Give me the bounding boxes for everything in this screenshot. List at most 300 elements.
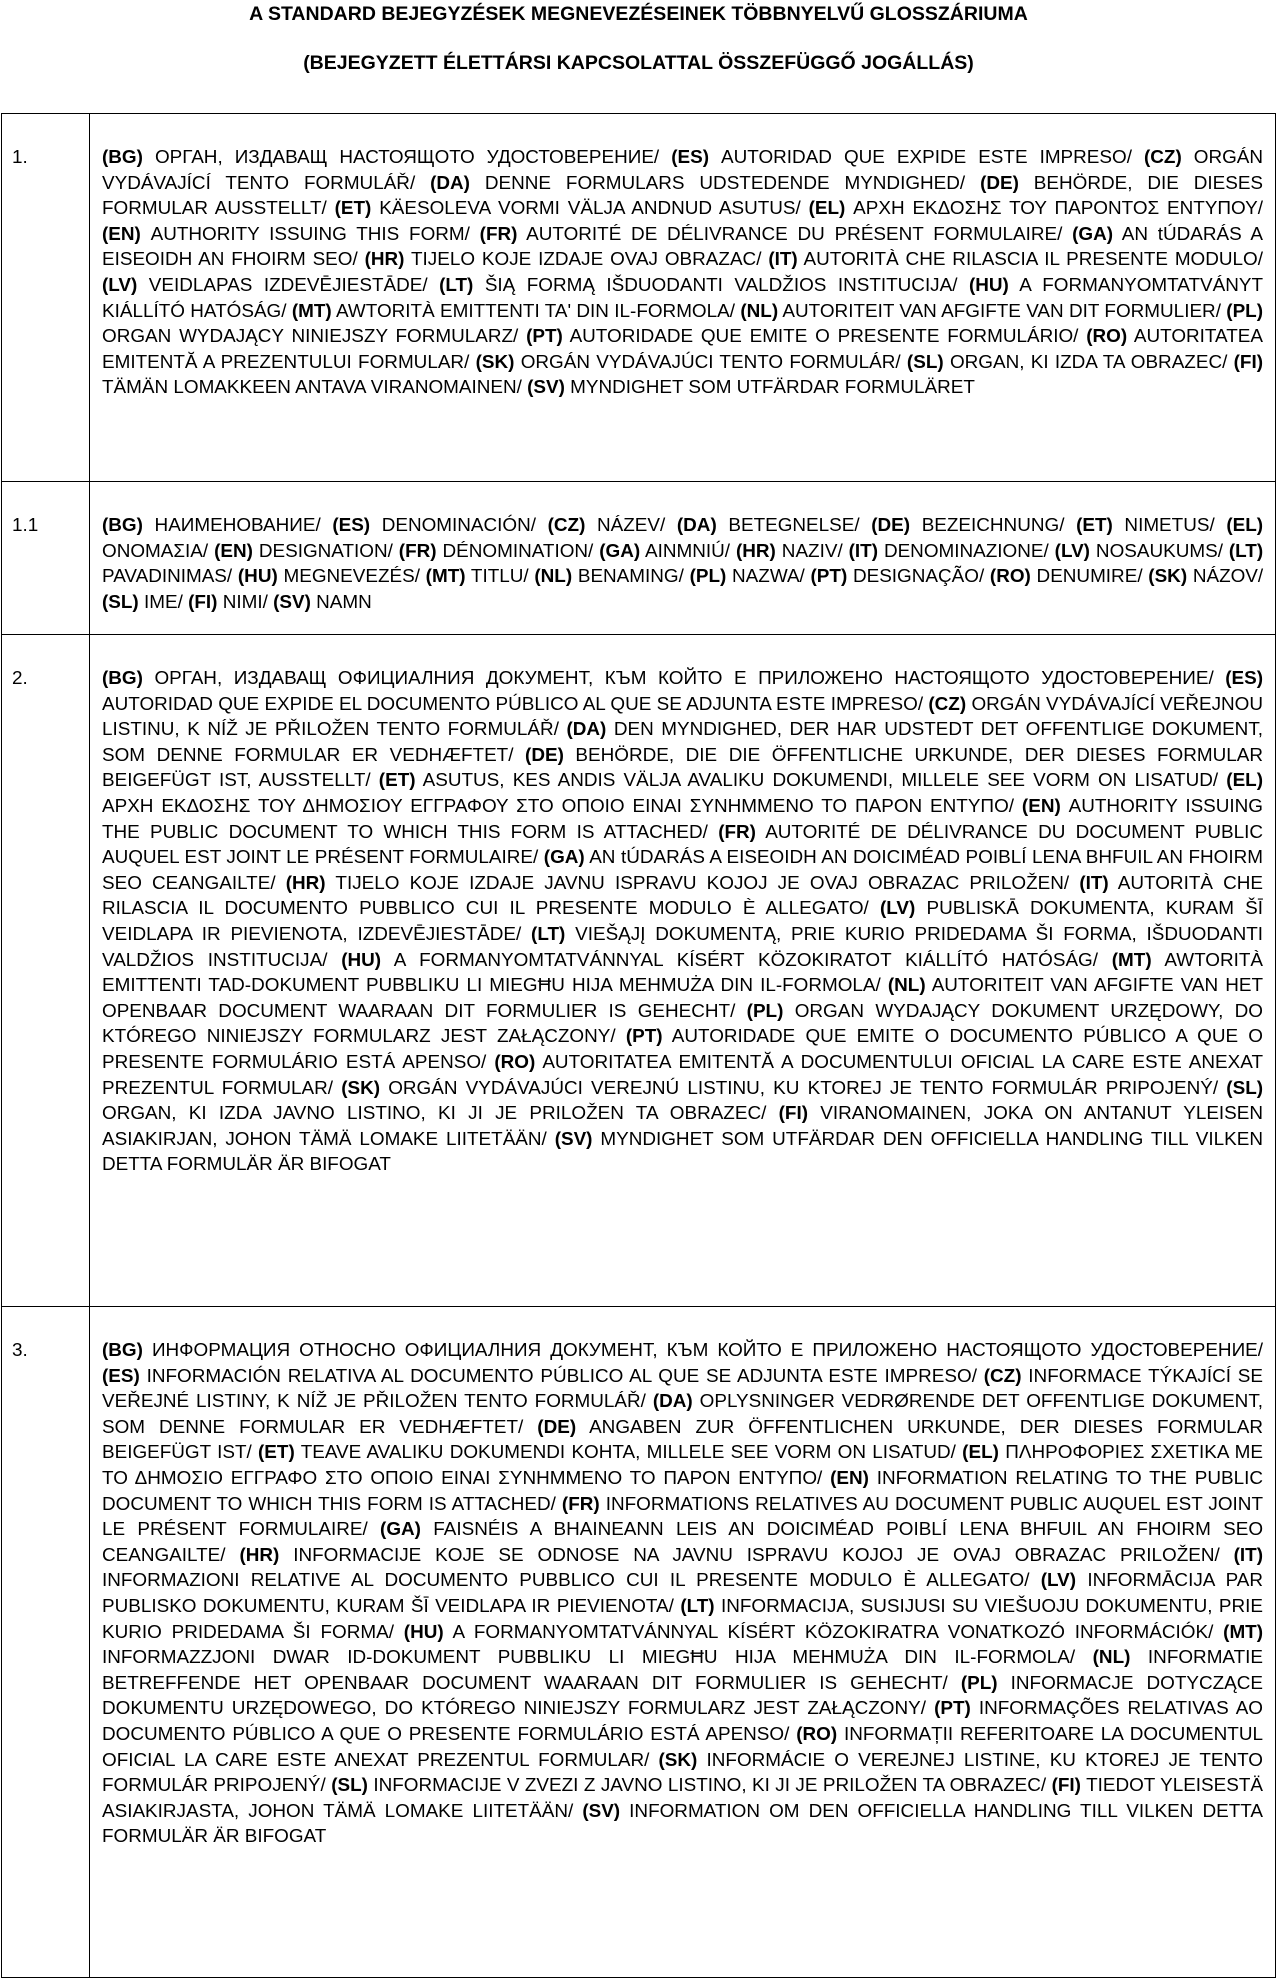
language-code: (PT) (625, 1026, 663, 1048)
language-code: (HU) (237, 566, 278, 588)
term-text: AUTORITEIT VAN AFGIFTE VAN DIT FORMULIER (782, 300, 1216, 322)
term-text: DENOMINAZIONE (883, 540, 1044, 562)
language-code: (BG) (102, 668, 143, 689)
language-code: (PT) (810, 566, 848, 588)
term-text: ORGÁN VYDÁVAJÍCÍ TENTO FORMULÁŘ (102, 147, 1264, 194)
glossary-term: (LT) ŠIĄ FORMĄ IŠDUODANTI VALDŽIOS INSTITUCIJA/ (439, 274, 969, 296)
language-code: (BG) (102, 515, 143, 536)
term-text: AN tÚDARÁS A EISEOIDH AN FHOIRM SEO (102, 223, 1264, 271)
language-code: (FI) (778, 1103, 808, 1125)
language-code: (SV) (554, 1128, 593, 1150)
term-text: ORGÁN VYDÁVAJÚCI TENTO FORMULÁR (520, 351, 896, 373)
glossary-term: (SL) INFORMACIJE V ZVEZI Z JAVNO LISTINO, KI JI JE PRILOŽEN TA OBRAZEC/ (331, 1775, 1052, 1797)
language-code: (PL) (746, 1000, 784, 1022)
language-code: (IT) (1079, 872, 1109, 894)
term-text: AUTORITÀ CHE RILASCIA IL DOCUMENTO PUBBLICO CUI IL PRESENTE MODULO È ALLEGATO (102, 872, 1263, 920)
glossary-term: (FI) TÄMÄN LOMAKKEEN ANTAVA VIRANOMAINEN/ (102, 351, 1263, 399)
term-text: ASUTUS, KES ANDIS VÄLJA AVALIKU DOKUMENDI, MILLELE SEE VORM ON LISATUD (422, 770, 1213, 792)
term-text: ОРГАН, ИЗДАВАЩ НАСТОЯЩОТО УДОСТОВЕРЕНИЕ (154, 147, 654, 168)
language-code: (HU) (968, 274, 1009, 296)
term-text: НАИМЕНОВАНИЕ (154, 515, 316, 536)
glossary-term: (LV) VEIDLAPAS IZDEVĒJIESTĀDE/ (102, 274, 440, 296)
term-text: NAMN (316, 591, 372, 613)
glossary-term: (FR) AUTORITÉ DE DÉLIVRANCE DU DOCUMENT PUBLIC AUQUEL EST JOINT LE PRÉSENT FORMULAIRE/ (102, 821, 1263, 869)
glossary-term: (PT) AUTORIDADE QUE EMITE O DOCUMENTO PÚBLICO A QUE O PRESENTE FORMULÁRIO ESTÁ APENSO/ (102, 1026, 1263, 1073)
language-code: (DE) (525, 744, 564, 766)
term-text: AUTORITÀ CHE RILASCIA IL PRESENTE MODULO (803, 249, 1258, 271)
language-code: (LT) (1228, 540, 1264, 562)
language-code: (EL) (1226, 515, 1264, 536)
term-text: ORGAN, KI IZDA JAVNO LISTINO, KI JI JE PRILOŽEN TA OBRAZEC (102, 1103, 762, 1125)
term-text: DEN MYNDIGHED, DER HAR UDSTEDT DET OFFENTLIGE DOKUMENT, SOM DENNE FORMULAR ER VEDHÆFTET (102, 719, 1264, 766)
language-code: (PL) (1226, 300, 1264, 322)
language-code: (HR) (735, 540, 776, 562)
language-code: (PT) (526, 326, 563, 348)
language-code: (ET) (1076, 515, 1113, 536)
term-text: AN tÚDARÁS A EISEOIDH AN DOICIMÉAD POIBLÍ LENA BHFUIL AN FHOIRM SEO CEANGAILTE (102, 847, 1263, 894)
glossary-term: (FR) INFORMATIONS RELATIVES AU DOCUMENT PUBLIC AUQUEL EST JOINT LE PRÉSENT FORMULAIRE/ (102, 1493, 1263, 1541)
language-code: (HU) (403, 1621, 444, 1643)
term-text: AUTORIDAD QUE EXPIDE EL DOCUMENTO PÚBLICO AL QUE SE ADJUNTA ESTE IMPRESO (102, 693, 918, 715)
glossary-term: (FI) TIEDOT YLEISESTÄ ASIAKIRJASTA, JOHON TÄMÄ LOMAKE LIITETÄÄN/ (102, 1775, 1263, 1822)
glossary-term: (ET) ASUTUS, KES ANDIS VÄLJA AVALIKU DOKUMENDI, MILLELE SEE VORM ON LISATUD/ (378, 770, 1227, 792)
term-text: DÉNOMINATION (442, 540, 589, 562)
language-code: (DE) (980, 172, 1019, 194)
glossary-term: (NL) AUTORITEIT VAN AFGIFTE VAN HET OPENBAAR DOCUMENT WAARAAN DIT FORMULIER IS GEHECHT/ (102, 975, 1264, 1022)
language-code: (RO) (796, 1723, 838, 1745)
language-code: (HR) (364, 249, 405, 271)
glossary-term: (MT) INFORMAZZJONI DWAR ID-DOKUMENT PUBBLIKU LI MIEGĦU HIJA MEHMUŻA DIN IL-FORMOLA/ (102, 1621, 1264, 1669)
term-text: ORGÁN VYDÁVAJÍCÍ VEŘEJNOU LISTINU, K NÍŽ JE PŘILOŽEN TENTO FORMULÁŘ (102, 693, 1263, 741)
glossary-row (2, 114, 1276, 482)
glossary-term: (NL) BENAMING/ (534, 566, 690, 588)
glossary-term: (EL) ΟΝΟΜΑΣΙΑ/ (102, 515, 1264, 562)
glossary-term: (SL) IME/ (102, 591, 189, 613)
language-code: (EN) (1021, 795, 1061, 817)
term-text: DENUMIRE (1036, 566, 1138, 588)
glossary-term: (DE) BEHÖRDE, DIE DIESES FORMULAR AUSSTELLT/ (102, 172, 1264, 220)
glossary-term: (RO) AUTORITATEA EMITENTĂ A PREZENTULUI FORMULAR/ (102, 326, 1263, 373)
term-text: INFORMATIONS RELATIVES AU DOCUMENT PUBLIC AUQUEL EST JOINT LE PRÉSENT FORMULAIRE (102, 1493, 1263, 1541)
language-code: (FI) (1051, 1775, 1081, 1797)
term-text: TIJELO KOJE IZDAJE JAVNU ISPRAVU KOJOJ JE OVAJ OBRAZAC PRILOŽEN (335, 872, 1064, 894)
term-text: DENOMINACIÓN (381, 515, 531, 536)
term-text: DESIGNATION (258, 540, 388, 562)
glossary-term: (ES) INFORMACIÓN RELATIVA AL DOCUMENTO PÚBLICO AL QUE SE ADJUNTA ESTE IMPRESO/ (102, 1365, 984, 1387)
glossary-term: (MT) TITLU/ (425, 566, 535, 588)
term-text: NIMETUS (1124, 515, 1210, 536)
glossary-term: (HU) A FORMANYOMTATVÁNYT KIÁLLÍTÓ HATÓSÁG/ (102, 274, 1264, 322)
language-code: (HR) (285, 872, 326, 894)
term-text: ORGAN WYDAJĄCY DOKUMENT URZĘDOWY, DO KTÓREGO NINIEJSZY FORMULARZ JEST ZAŁĄCZONY (102, 1000, 1263, 1048)
term-text: INFORMACIJE KOJE SE ODNOSE NA JAVNU ISPRAVU KOJOJ JE OVAJ OBRAZAC PRILOŽEN (293, 1544, 1215, 1566)
glossary-term: (HR) TIJELO KOJE IZDAJE JAVNU ISPRAVU KOJOJ JE OVAJ OBRAZAC PRILOŽEN/ (285, 872, 1080, 894)
language-code: (HU) (341, 949, 382, 971)
glossary-term: (GA) FAISNÉIS A BHAINEANN LEIS AN DOICIMÉAD POIBLÍ LENA BHFUIL AN FHOIRM SEO CEANGAILTE/ (102, 1519, 1264, 1566)
language-code: (NL) (740, 300, 779, 322)
glossary-term: (PL) INFORMACJE DOTYCZĄCE DOKUMENTU URZĘDOWEGO, DO KTÓREGO NINIEJSZY FORMULARZ JEST ZAŁĄCZONY/ (102, 1672, 1263, 1720)
entry-number: 2. (2, 635, 90, 1307)
glossary-term: (NL) AUTORITEIT VAN AFGIFTE VAN DIT FORMULIER/ (740, 300, 1227, 322)
language-code: (SL) (102, 591, 139, 613)
language-code: (MT) (1223, 1621, 1264, 1643)
glossary-term: (CZ) NÁZEV/ (547, 515, 677, 536)
language-code: (LT) (439, 274, 474, 296)
language-code: (SL) (331, 1775, 368, 1797)
language-code: (DA) (430, 172, 470, 194)
term-text: NAZIV (781, 540, 838, 562)
term-text: INFORMAZZJONI DWAR ID-DOKUMENT PUBBLIKU LI MIEGĦU HIJA MEHMUŻA DIN IL-FORMOLA (102, 1647, 1070, 1669)
glossary-term: (FR) DÉNOMINATION/ (398, 540, 600, 562)
glossary-term: (DA) BETEGNELSE/ (676, 515, 872, 536)
term-text: TIEDOT YLEISESTÄ ASIAKIRJASTA, JOHON TÄMÄ LOMAKE LIITETÄÄN (102, 1775, 1263, 1822)
language-code: (IT) (848, 540, 878, 562)
language-code: (LT) (680, 1595, 715, 1617)
glossary-term: (ET) NIMETUS/ (1076, 515, 1227, 536)
glossary-term: (EL) ΑΡΧΗ ΕΚΔΟΣΗΣ ΤΟΥ ΠΑΡΟΝΤΟΣ ΕΝΤΥΠΟΥ/ (808, 198, 1263, 220)
language-code: (RO) (989, 566, 1031, 588)
term-text: DENNE FORMULARS UDSTEDENDE MYNDIGHED (484, 172, 960, 194)
term-text: KÄESOLEVA VORMI VÄLJA ANDNUD ASUTUS (379, 198, 796, 220)
glossary-term: (DA) OPLYSNINGER VEDRØRENDE DET OFFENTLIGE DOKUMENT, SOM DENNE FORMULAR ER VEDHÆFTET/ (102, 1391, 1264, 1438)
glossary-term: (PL) ORGAN WYDAJĄCY DOKUMENT URZĘDOWY, DO KTÓREGO NINIEJSZY FORMULARZ JEST ZAŁĄCZONY/ (102, 1000, 1263, 1048)
language-code: (MT) (425, 566, 466, 588)
glossary-term: (LV) PUBLISKĀ DOKUMENTA, KURAM ŠĪ VEIDLAPA IR PIEVIENOTA, IZDEVĒJIESTĀDE/ (102, 898, 1263, 945)
language-code: (ET) (334, 198, 372, 220)
term-text: VIEŠĄJĮ DOKUMENTĄ, PRIE KURIO PRIDEDAMA ŠI FORMA, IŠDUODANTI VALDŽIOS INSTITUCIJA (102, 923, 1264, 971)
glossary-term: (HR) INFORMACIJE KOJE SE ODNOSE NA JAVNU ISPRAVU KOJOJ JE OVAJ OBRAZAC PRILOŽEN/ (239, 1544, 1234, 1566)
language-code: (ES) (1225, 668, 1264, 689)
entry-number: 1. (2, 114, 90, 482)
glossary-term: (PT) AUTORIDADE QUE EMITE O PRESENTE FORMULÁRIO/ (526, 326, 1087, 348)
language-code: (SL) (1226, 1077, 1264, 1099)
language-code: (CZ) (1143, 147, 1182, 168)
language-code: (SV) (582, 1800, 621, 1822)
language-code: (PL) (689, 566, 727, 588)
language-code: (NL) (534, 566, 573, 588)
term-text: INFORMATION OM DEN OFFICIELLA HANDLING TILL VILKEN DETTA FORMULÄR ÄR BIFOGAT (102, 1800, 1264, 1848)
language-code: (LV) (102, 274, 138, 296)
term-text: NÁZOV (1192, 566, 1258, 588)
language-code: (RO) (1086, 326, 1128, 348)
glossary-term: (DE) BEHÖRDE, DIE DIE ÖFFENTLICHE URKUNDE, DER DIESES FORMULAR BEIGEFÜGT IST, AUSSTELLT/ (102, 744, 1263, 792)
glossary-term: (HU) A FORMANYOMTATVÁNNYAL KÍSÉRT KÖZOKIRATRA VONATKOZÓ INFORMÁCIÓK/ (403, 1621, 1224, 1643)
glossary-term: (DA) DENNE FORMULARS UDSTEDENDE MYNDIGHED/ (430, 172, 981, 194)
glossary-term: (RO) INFORMAȚII REFERITOARE LA DOCUMENTUL OFICIAL LA CARE ESTE ANEXAT PREZENTUL FORMULAR/ (102, 1723, 1263, 1771)
glossary-term: (GA) AN tÚDARÁS A EISEOIDH AN DOICIMÉAD POIBLÍ LENA BHFUIL AN FHOIRM SEO CEANGAILTE/ (102, 847, 1263, 894)
language-code: (LV) (1054, 540, 1090, 562)
language-code: (LV) (879, 898, 916, 920)
language-code: (BG) (102, 1340, 143, 1361)
language-code: (DE) (871, 515, 911, 536)
language-code: (DA) (652, 1391, 693, 1413)
glossary-term: (FR) AUTORITÉ DE DÉLIVRANCE DU PRÉSENT FORMULAIRE/ (479, 223, 1073, 245)
language-code: (PT) (934, 1698, 971, 1720)
glossary-term: (HR) NAZIV/ (735, 540, 849, 562)
glossary-term (273, 592, 372, 613)
term-text: NOSAUKUMS (1095, 540, 1218, 562)
term-text: INFORMAZIONI RELATIVE AL DOCUMENTO PUBBLICO CUI IL PRESENTE MODULO È ALLEGATO (102, 1570, 1025, 1592)
language-code: (SV) (273, 591, 311, 613)
term-text: AUTORITATEA EMITENTĂ A PREZENTULUI FORMULAR (102, 326, 1263, 373)
entry-number: 3. (2, 1307, 90, 1978)
term-text: INFORMATION RELATING TO THE PUBLIC DOCUMENT TO WHICH THIS FORM IS ATTACHED (102, 1467, 1263, 1515)
glossary-term: (LV) NOSAUKUMS/ (1054, 540, 1229, 562)
term-text: AWTORITÀ EMITTENTI TAD-DOKUMENT PUBBLIKU LI MIEGĦU HIJA MEHMUŻA DIN IL-FORMOLA (102, 949, 1263, 997)
term-text: OPLYSNINGER VEDRØRENDE DET OFFENTLIGE DOKUMENT, SOM DENNE FORMULAR ER VEDHÆFTET (102, 1391, 1264, 1438)
glossary-term: (NL) INFORMATIE BETREFFENDE HET OPENBAAR DOCUMENT WAARAAN DIT FORMULIER IS GEHECHT/ (102, 1647, 1264, 1694)
glossary-term: (CZ) ORGÁN VYDÁVAJÍCÍ TENTO FORMULÁŘ/ (102, 147, 1264, 194)
term-text: AUTHORITY ISSUING THIS FORM (150, 223, 465, 245)
glossary-term: (LT) VIEŠĄJĮ DOKUMENTĄ, PRIE KURIO PRIDEDAMA ŠI FORMA, IŠDUODANTI VALDŽIOS INSTITUCIJA/ (102, 923, 1264, 971)
term-text: MEGNEVEZÉS (283, 566, 415, 588)
language-code: (EN) (214, 540, 253, 562)
glossary-term: (BG) ОРГАН, ИЗДАВАЩ НАСТОЯЩОТО УДОСТОВЕРЕНИЕ/ (102, 147, 672, 168)
language-code: (GA) (380, 1519, 421, 1541)
term-text: TITLU (470, 566, 524, 588)
language-code: (ES) (332, 515, 371, 536)
glossary-term: (RO) DENUMIRE/ (989, 566, 1149, 588)
term-text: IME (143, 591, 178, 613)
glossary-term: (EN) DESIGNATION/ (214, 540, 399, 562)
term-text: BEZEICHNUNG (921, 515, 1060, 536)
glossary-term: (SK) ORGÁN VYDÁVAJÚCI VEREJNÚ LISTINU, KU KTOREJ JE TENTO FORMULÁR PRIPOJENÝ/ (341, 1077, 1227, 1099)
term-text: INFORMACIÓN RELATIVA AL DOCUMENTO PÚBLICO AL QUE SE ADJUNTA ESTE IMPRESO (146, 1365, 972, 1387)
glossary-term: (FI) NIMI/ (188, 591, 274, 613)
term-text: ΑΡΧΗ ΕΚΔΟΣΗΣ ΤΟΥ ΠΑΡΟΝΤΟΣ ΕΝΤΥΠΟΥ (853, 198, 1258, 220)
glossary-term: (IT) INFORMAZIONI RELATIVE AL DOCUMENTO PUBBLICO CUI IL PRESENTE MODULO È ALLEGATO/ (102, 1544, 1264, 1592)
language-code: (GA) (599, 540, 641, 562)
entry-terms (90, 1307, 1276, 1978)
term-text: AWTORITÀ EMITTENTI TA' DIN IL-FORMOLA (336, 300, 730, 322)
term-text: INFORMACE TÝKAJÍCÍ SE VEŘEJNÉ LISTINY, K NÍŽ JE PŘILOŽEN TENTO FORMULÁŘ (102, 1365, 1264, 1413)
language-code: (DA) (566, 719, 607, 741)
term-text: ΠΛΗΡΟΦΟΡΙΕΣ ΣΧΕΤΙΚΑ ΜΕ ΤΟ ΔΗΜΟΣΙΟ ΕΓΓΡΑΦΟ ΣΤΟ ΟΠΟΙΟ ΕΙΝΑΙ ΣΥΝΗΜΜΕΝΟ ΤΟ ΠΑΡΟΝ ΕΝΤΥΠΟ (102, 1442, 1263, 1489)
term-text: BETEGNELSE (728, 515, 855, 536)
glossary-term: (SK) NÁZOV/ (1148, 566, 1264, 588)
entry-number: 1.1 (2, 482, 90, 635)
language-code: (MT) (291, 300, 332, 322)
glossary-term: (ET) TEAVE AVALIKU DOKUMENDI KOHTA, MILLELE SEE VORM ON LISATUD/ (258, 1442, 963, 1464)
term-text: PAVADINIMAS (102, 566, 227, 588)
language-code: (EN) (102, 223, 141, 245)
language-code: (CZ) (983, 1365, 1022, 1387)
glossary-row (2, 482, 1276, 635)
language-code: (CZ) (547, 515, 586, 536)
glossary-term: (LT) INFORMACIJA, SUSIJUSI SU VIEŠUOJU DOKUMENTU, PRIE KURIO PRIDEDAMA ŠI FORMA/ (102, 1595, 1263, 1643)
language-code: (FI) (1233, 351, 1263, 373)
language-code: (HR) (239, 1544, 280, 1566)
term-text: AUTORITEIT VAN AFGIFTE VAN HET OPENBAAR DOCUMENT WAARAAN DIT FORMULIER IS GEHECHT (102, 975, 1264, 1022)
language-code: (NL) (887, 975, 926, 997)
language-code: (EL) (962, 1442, 999, 1464)
term-text: ŠIĄ FORMĄ IŠDUODANTI VALDŽIOS INSTITUCIJA (484, 274, 953, 296)
term-text: TIJELO KOJE IZDAJE OVAJ OBRAZAC (411, 249, 757, 271)
glossary-term: (SL) ORGAN, KI IZDA TA OBRAZEC/ (906, 351, 1234, 373)
glossary-term: (BG) НАИМЕНОВАНИЕ/ (102, 515, 333, 536)
entry-terms (90, 482, 1276, 635)
language-code: (DA) (676, 515, 717, 536)
glossary-term: (ES) AUTORIDAD QUE EXPIDE EL DOCUMENTO PÚBLICO AL QUE SE ADJUNTA ESTE IMPRESO/ (102, 668, 1264, 715)
language-code: (SK) (475, 351, 515, 373)
term-text: PUBLISKĀ DOKUMENTA, KURAM ŠĪ VEIDLAPA IR PIEVIENOTA, IZDEVĒJIESTĀDE (102, 898, 1263, 945)
glossary-term: (CZ) INFORMACE TÝKAJÍCÍ SE VEŘEJNÉ LISTINY, K NÍŽ JE PŘILOŽEN TENTO FORMULÁŘ/ (102, 1365, 1264, 1413)
language-code: (IT) (768, 249, 798, 271)
term-text: AUTORIDADE QUE EMITE O DOCUMENTO PÚBLICO A QUE O PRESENTE FORMULÁRIO ESTÁ APENSO (102, 1026, 1263, 1073)
glossary-term: (IT) AUTORITÀ CHE RILASCIA IL DOCUMENTO PUBBLICO CUI IL PRESENTE MODULO È ALLEGATO/ (102, 872, 1263, 920)
glossary-term: (RO) AUTORITATEA EMITENTĂ A DOCUMENTULUI OFICIAL LA CARE ESTE ANEXAT PREZENTUL FORMULAR/ (102, 1051, 1263, 1099)
glossary-term: (CZ) ORGÁN VYDÁVAJÍCÍ VEŘEJNOU LISTINU, K NÍŽ JE PŘILOŽEN TENTO FORMULÁŘ/ (102, 693, 1263, 741)
term-text: ИНФОРМАЦИЯ ОТНОСНО ОФИЦИАЛНИЯ ДОКУМЕНТ, КЪМ КОЙТО Е ПРИЛОЖЕНО НАСТОЯЩОТО УДОСТОВЕРЕНИЕ (151, 1340, 1258, 1361)
language-code: (SK) (1148, 566, 1188, 588)
glossary-term: (MT) AWTORITÀ EMITTENTI TAD-DOKUMENT PUBBLIKU LI MIEGĦU HIJA MEHMUŻA DIN IL-FORMOLA/ (102, 949, 1263, 997)
glossary-term: (HU) A FORMANYOMTATVÁNNYAL KÍSÉRT KÖZOKIRATOT KIÁLLÍTÓ HATÓSÁG/ (341, 949, 1112, 971)
language-code: (LV) (1040, 1570, 1077, 1592)
term-text: DESIGNAÇÃO (852, 566, 979, 588)
glossary-term: (IT) DENOMINAZIONE/ (848, 540, 1055, 562)
glossary-term: (BG) ОРГАН, ИЗДАВАЩ ОФИЦИАЛНИЯ ДОКУМЕНТ, КЪМ КОЙТО Е ПРИЛОЖЕНО НАСТОЯЩОТО УДОСТОВЕРЕНИЕ/ (102, 668, 1226, 689)
term-text: A FORMANYOMTATVÁNNYAL KÍSÉRT KÖZOKIRATOT KIÁLLÍTÓ HATÓSÁG (393, 949, 1093, 971)
language-code: (ES) (671, 147, 709, 168)
language-code: (FR) (398, 540, 437, 562)
term-text: INFORMĀCIJA PAR PUBLISKO DOKUMENTU, KURAM ŠĪ VEIDLAPA IR PIEVIENOTA (102, 1570, 1264, 1617)
language-code: (SK) (341, 1077, 381, 1099)
glossary-term: (EN) INFORMATION RELATING TO THE PUBLIC DOCUMENT TO WHICH THIS FORM IS ATTACHED/ (102, 1467, 1263, 1515)
term-text: BENAMING (577, 566, 679, 588)
language-code: (ET) (378, 770, 416, 792)
term-text: INFORMACIJA, SUSIJUSI SU VIEŠUOJU DOKUMENTU, PRIE KURIO PRIDEDAMA ŠI FORMA (102, 1595, 1263, 1643)
glossary-term: (SK) ORGÁN VYDÁVAJÚCI TENTO FORMULÁR/ (475, 351, 907, 373)
term-text: TÄMÄN LOMAKKEEN ANTAVA VIRANOMAINEN (102, 377, 517, 399)
term-text: INFORMACIJE V ZVEZI Z JAVNO LISTINO, KI JI JE PRILOŽEN TA OBRAZEC (373, 1775, 1041, 1797)
term-text: AINMNIÚ (645, 540, 725, 562)
language-code: (SV) (527, 377, 565, 399)
term-text: ΟΝΟΜΑΣΙΑ (102, 540, 203, 562)
glossary-term: (ES) AUTORIDAD QUE EXPIDE ESTE IMPRESO/ (671, 147, 1144, 168)
glossary-term: (PL) ORGAN WYDAJĄCY NINIEJSZY FORMULARZ/ (102, 300, 1264, 348)
term-text: ORGÁN VYDÁVAJÚCI VEREJNÚ LISTINU, KU KTOREJ JE TENTO FORMULÁR PRIPOJENÝ (388, 1077, 1213, 1099)
glossary-term: (LT) PAVADINIMAS/ (102, 540, 1264, 588)
language-code: (GA) (1072, 223, 1113, 245)
glossary-term: (EL) ΠΛΗΡΟΦΟΡΙΕΣ ΣΧΕΤΙΚΑ ΜΕ ΤΟ ΔΗΜΟΣΙΟ ΕΓΓΡΑΦΟ ΣΤΟ ΟΠΟΙΟ ΕΙΝΑΙ ΣΥΝΗΜΜΕΝΟ ΤΟ ΠΑΡΟΝ ΕΝΤΥΠΟ/ (102, 1442, 1263, 1489)
term-text: MYNDIGHET SOM UTFÄRDAR FORMULÄRET (570, 377, 975, 399)
term-text: TEAVE AVALIKU DOKUMENDI KOHTA, MILLELE SEE VORM ON LISATUD (300, 1442, 951, 1464)
term-text: ORGAN, KI IZDA TA OBRAZEC (949, 351, 1223, 373)
term-text: INFORMAÇÕES RELATIVAS AO DOCUMENTO PÚBLICO A QUE O PRESENTE FORMULÁRIO ESTÁ APENSO (102, 1698, 1263, 1745)
glossary-term: (GA) AINMNIÚ/ (599, 540, 736, 562)
language-code: (MT) (1111, 949, 1152, 971)
entry-terms (90, 114, 1276, 482)
language-code: (ES) (102, 1365, 140, 1387)
glossary-term: (DA) DEN MYNDIGHED, DER HAR UDSTEDT DET OFFENTLIGE DOKUMENT, SOM DENNE FORMULAR ER VEDHÆFTET/ (102, 719, 1264, 766)
term-text: AUTHORITY ISSUING THE PUBLIC DOCUMENT TO WHICH THIS FORM IS ATTACHED (102, 795, 1264, 843)
term-text: AUTORIDADE QUE EMITE O PRESENTE FORMULÁRIO (569, 326, 1074, 348)
document-title: A STANDARD BEJEGYZÉSEK MEGNEVEZÉSEINEK TÖBBNYELVŰ GLOSSZÁRIUMA (249, 3, 1028, 25)
language-code: (FR) (718, 821, 756, 843)
term-text: BEHÖRDE, DIE DIE ÖFFENTLICHE URKUNDE, DER DIESES FORMULAR BEIGEFÜGT IST, AUSSTELLT (102, 744, 1263, 792)
glossary-term: (EL) ΑΡΧΗ ΕΚΔΟΣΗΣ ΤΟΥ ΔΗΜΟΣΙΟΥ ΕΓΓΡΑΦΟΥ ΣΤΟ ΟΠΟΙΟ ΕΙΝΑΙ ΣΥΝΗΜΜΕΝΟ ΤΟ ΠΑΡΟΝ ΕΝΤΥΠΟ/ (102, 770, 1264, 817)
glossary-term: (LV) INFORMĀCIJA PAR PUBLISKO DOKUMENTU, KURAM ŠĪ VEIDLAPA IR PIEVIENOTA/ (102, 1570, 1264, 1617)
language-code: (PL) (960, 1672, 998, 1694)
term-text: AUTORIDAD QUE EXPIDE ESTE IMPRESO (721, 147, 1127, 168)
glossary-term: (PT) INFORMAÇÕES RELATIVAS AO DOCUMENTO PÚBLICO A QUE O PRESENTE FORMULÁRIO ESTÁ APENSO/ (102, 1698, 1263, 1745)
term-text: INFORMATIE BETREFFENDE HET OPENBAAR DOCUMENT WAARAAN DIT FORMULIER IS GEHECHT (102, 1647, 1264, 1694)
term-text: INFORMÁCIE O VEREJNEJ LISTINE, KU KTOREJ JE TENTO FORMULÁR PRIPOJENÝ (102, 1749, 1263, 1797)
language-code: (RO) (494, 1051, 536, 1073)
glossary-term: (GA) AN tÚDARÁS A EISEOIDH AN FHOIRM SEO/ (102, 223, 1264, 271)
term-text: AUTORITÉ DE DÉLIVRANCE DU DOCUMENT PUBLIC AUQUEL EST JOINT LE PRÉSENT FORMULAIRE (102, 821, 1263, 869)
glossary-term: (EN) AUTHORITY ISSUING THE PUBLIC DOCUMENT TO WHICH THIS FORM IS ATTACHED/ (102, 795, 1264, 843)
glossary-term: (DE) BEZEICHNUNG/ (871, 515, 1077, 536)
term-text: AUTORITÉ DE DÉLIVRANCE DU PRÉSENT FORMULAIRE (526, 223, 1058, 245)
term-text: INFORMACJE DOTYCZĄCE DOKUMENTU URZĘDOWEGO, DO KTÓREGO NINIEJSZY FORMULARZ JEST ZAŁĄCZONY (102, 1672, 1263, 1720)
glossary-term: (EN) AUTHORITY ISSUING THIS FORM/ (102, 223, 480, 245)
glossary-row (2, 635, 1276, 1307)
glossary-term: (ES) DENOMINACIÓN/ (332, 515, 548, 536)
term-text: MYNDIGHET SOM UTFÄRDAR DEN OFFICIELLA HANDLING TILL VILKEN DETTA FORMULÄR ÄR BIFOGAT (102, 1128, 1263, 1176)
language-code: (FR) (561, 1493, 600, 1515)
term-text: ОРГАН, ИЗДАВАЩ ОФИЦИАЛНИЯ ДОКУМЕНТ, КЪМ КОЙТО Е ПРИЛОЖЕНО НАСТОЯЩОТО УДОСТОВЕРЕНИЕ (154, 668, 1209, 689)
language-code: (DE) (537, 1416, 577, 1438)
language-code: (LT) (531, 923, 566, 945)
glossary-term: (DE) ANGABEN ZUR ÖFFENTLICHEN URKUNDE, DER DIESES FORMULAR BEIGEFÜGT IST/ (102, 1416, 1263, 1464)
language-code: (IT) (1233, 1544, 1264, 1566)
language-code: (EL) (808, 198, 846, 220)
term-text: VIRANOMAINEN, JOKA ON ANTANUT YLEISEN ASIAKIRJAN, JOHON TÄMÄ LOMAKE LIITETÄÄN (102, 1103, 1264, 1150)
term-text: NAZWA (732, 566, 800, 588)
glossary-term: (FI) VIRANOMAINEN, JOKA ON ANTANUT YLEISEN ASIAKIRJAN, JOHON TÄMÄ LOMAKE LIITETÄÄN/ (102, 1103, 1264, 1150)
language-code: (CZ) (928, 693, 967, 715)
term-text: ANGABEN ZUR ÖFFENTLICHEN URKUNDE, DER DIESES FORMULAR BEIGEFÜGT IST (102, 1416, 1263, 1464)
glossary-term: (SL) ORGAN, KI IZDA JAVNO LISTINO, KI JI JE PRILOŽEN TA OBRAZEC/ (102, 1077, 1264, 1125)
term-text: ΑΡΧΗ ΕΚΔΟΣΗΣ ΤΟΥ ΔΗΜΟΣΙΟΥ ΕΓΓΡΑΦΟΥ ΣΤΟ ΟΠΟΙΟ ΕΙΝΑΙ ΣΥΝΗΜΜΕΝΟ ΤΟ ΠΑΡΟΝ ΕΝΤΥΠΟ (102, 795, 1009, 817)
term-text: ORGAN WYDAJĄCY NINIEJSZY FORMULARZ (102, 326, 514, 348)
document-subtitle: (BEJEGYZETT ÉLETTÁRSI KAPCSOLATTAL ÖSSZEFÜGGŐ JOGÁLLÁS) (303, 52, 974, 74)
glossary-term: (HU) MEGNEVEZÉS/ (237, 566, 426, 588)
glossary-table (1, 113, 1276, 1978)
glossary-term: (PL) NAZWA/ (689, 566, 811, 588)
term-text: A FORMANYOMTATVÁNNYAL KÍSÉRT KÖZOKIRATRA VONATKOZÓ INFORMÁCIÓK (452, 1621, 1209, 1643)
glossary-term: (MT) AWTORITÀ EMITTENTI TA' DIN IL-FORMOLA/ (291, 300, 741, 322)
language-code: (ET) (258, 1442, 295, 1464)
glossary-term: (IT) AUTORITÀ CHE RILASCIA IL PRESENTE MODULO/ (768, 249, 1263, 271)
glossary-row (2, 1307, 1276, 1978)
term-text: NÁZEV (597, 515, 660, 536)
term-text: BEHÖRDE, DIE DIESES FORMULAR AUSSTELLT (102, 172, 1264, 220)
language-code: (SL) (906, 351, 944, 373)
language-code: (EN) (830, 1467, 869, 1489)
glossary-term (527, 377, 975, 398)
language-code: (EL) (1226, 770, 1264, 792)
term-text: AUTORITATEA EMITENTĂ A DOCUMENTULUI OFICIAL LA CARE ESTE ANEXAT PREZENTUL FORMULAR (102, 1051, 1263, 1099)
term-text: NIMI (222, 591, 263, 613)
language-code: (BG) (102, 147, 143, 168)
language-code: (FI) (188, 591, 218, 613)
glossary-term: (BG) ИНФОРМАЦИЯ ОТНОСНО ОФИЦИАЛНИЯ ДОКУМЕНТ, КЪМ КОЙТО Е ПРИЛОЖЕНО НАСТОЯЩОТО УДОСТОВЕРЕНИЕ/ (102, 1340, 1264, 1361)
entry-terms (90, 635, 1276, 1307)
language-code: (FR) (479, 223, 518, 245)
glossary-term: (SK) INFORMÁCIE O VEREJNEJ LISTINE, KU KTOREJ JE TENTO FORMULÁR PRIPOJENÝ/ (102, 1749, 1263, 1797)
glossary-term: (HR) TIJELO KOJE IZDAJE OVAJ OBRAZAC/ (364, 249, 769, 271)
term-text: FAISNÉIS A BHAINEANN LEIS AN DOICIMÉAD POIBLÍ LENA BHFUIL AN FHOIRM SEO CEANGAILTE (102, 1519, 1264, 1566)
term-text: VEIDLAPAS IZDEVĒJIESTĀDE (148, 274, 423, 296)
glossary-term: (ET) KÄESOLEVA VORMI VÄLJA ANDNUD ASUTUS/ (334, 198, 809, 220)
language-code: (SK) (658, 1749, 698, 1771)
language-code: (NL) (1092, 1647, 1131, 1669)
term-text: INFORMAȚII REFERITOARE LA DOCUMENTUL OFICIAL LA CARE ESTE ANEXAT PREZENTUL FORMULAR (102, 1723, 1263, 1771)
language-code: (GA) (543, 847, 585, 869)
term-text: A FORMANYOMTATVÁNYT KIÁLLÍTÓ HATÓSÁG (102, 274, 1264, 322)
